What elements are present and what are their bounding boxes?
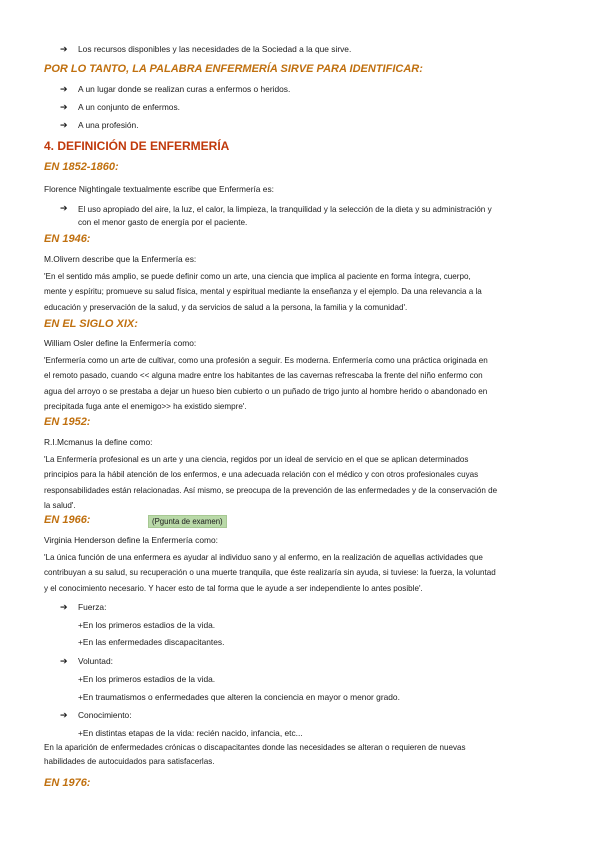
list-item-text: A un lugar donde se realizan curas a enfermos o heridos. <box>78 84 291 94</box>
arrow-right-icon: ➔ <box>60 710 68 720</box>
arrow-right-icon: ➔ <box>60 84 68 94</box>
section-title: 4. DEFINICIÓN DE ENFERMERÍA <box>44 139 230 153</box>
list-item-text: Fuerza: <box>78 602 107 612</box>
arrow-right-icon: ➔ <box>60 203 68 213</box>
year-heading-1946: EN 1946: <box>44 233 91 245</box>
text-line: 'En el sentido más amplio, se puede definir como un arte, una ciencia que implica al paciente en forma íntegra, cuerpo, <box>44 272 471 281</box>
year-heading-1976: EN 1976: <box>44 777 91 789</box>
text-line: mente y espíritu; promueve su salud física, mental y espiritual mediante la enseñanza y el ejemplo. Da una relevancia a la <box>44 287 482 297</box>
conclusion-heading: POR LO TANTO, LA PALABRA ENFERMERÍA SIRVE PARA IDENTIFICAR: <box>44 63 423 75</box>
text-line: principios para la hábil atención de los enfermos, e una adecuada relación con el médico y con otros profesionales cuyas <box>44 470 479 480</box>
closing-paragraph <box>44 741 556 769</box>
list-item-text: Los recursos disponibles y las necesidades de la Sociedad a la que sirve. <box>78 44 352 54</box>
year-heading-1952: EN 1952: <box>44 416 91 428</box>
sub-item: +En las enfermedades discapacitantes. <box>78 637 225 647</box>
sub-item: +En los primeros estadios de la vida. <box>78 674 216 684</box>
exam-question-badge: (Pgunta de examen) <box>148 515 227 528</box>
list-item-text: A una profesión. <box>78 120 139 130</box>
arrow-right-icon: ➔ <box>60 102 68 112</box>
year-heading-xix: EN EL SIGLO XIX: <box>44 318 138 330</box>
arrow-right-icon: ➔ <box>60 120 68 130</box>
list-item-text: Voluntad: <box>78 656 113 666</box>
intro-text: R.I.Mcmanus la define como: <box>44 437 153 447</box>
text-line: 'La Enfermería profesional es un arte y una ciencia, regidos por un ideal de servicio en el que se aplican determinados <box>44 455 469 464</box>
quote-paragraph <box>44 452 556 514</box>
list-item <box>60 203 560 229</box>
text-line: la salud'. <box>44 501 76 511</box>
sub-item: +En traumatismos o enfermedades que alteren la conciencia en mayor o menor grado. <box>78 692 400 702</box>
sub-item: +En distintas etapas de la vida: recién nacido, infancia, etc... <box>78 728 303 738</box>
intro-text: M.Olivern describe que la Enfermería es: <box>44 254 197 264</box>
text-line: 'Enfermería como un arte de cultivar, como una profesión a seguir. Es moderna. Enfermería como una práctica originada en <box>44 356 488 365</box>
text-line: educación y preservación de la salud, y da servicios de salud a la persona, la familia y la comunidad'. <box>44 302 408 312</box>
list-item-text: A un conjunto de enfermos. <box>78 102 180 112</box>
text-line: con el menor gasto de energía por el paciente. <box>78 218 248 227</box>
quote-paragraph <box>44 550 556 596</box>
text-line: el remoto pasado, cuando << alguna madre entre los habitantes de las cavernas refrescaba la frente del niño enfermo con <box>44 371 483 381</box>
quote-paragraph <box>44 269 556 315</box>
text-line: y el conocimiento necesario. Y hacer esto de tal forma que le ayude a ser independiente lo antes posible'. <box>44 583 423 593</box>
text-line: En la aparición de enfermedades crónicas o discapacitantes donde las necesidades se alteran o requieren de nuevas <box>44 743 466 752</box>
text-line: habilidades de autocuidados para satisfacerlas. <box>44 757 215 766</box>
intro-text: William Osler define la Enfermería como: <box>44 338 197 348</box>
text-line: El uso apropiado del aire, la luz, el calor, la limpieza, la tranquilidad y la selección de la dieta y su administración y <box>78 205 492 214</box>
year-heading-1852: EN 1852-1860: <box>44 161 119 173</box>
text-line: 'La única función de una enfermera es ayudar al individuo sano y al enfermo, en la realización de aquellas actividades que <box>44 553 483 562</box>
text-line: responsabilidades están relacionadas. Así mismo, se preocupa de la prevención de las enfermedades y de la conservación de <box>44 485 498 495</box>
arrow-right-icon: ➔ <box>60 44 68 54</box>
intro-text: Florence Nightingale textualmente escribe que Enfermería es: <box>44 184 274 194</box>
sub-item: +En los primeros estadios de la vida. <box>78 620 216 630</box>
text-line: agua del arroyo o se prestaba a dejar un hueso bien cubierto o un puñado de trigo junto al hombre herido o abandonado en <box>44 386 488 396</box>
list-item-text <box>78 203 492 229</box>
quote-paragraph <box>44 353 556 415</box>
text-line: contribuyan a su salud, su recuperación o una muerte tranquila, que éste realizaría sin ayuda, si tuviese: la fuerza, la voluntad <box>44 568 496 578</box>
text-line: precipitada fuga ante el enemigo>> ha existido siempre'. <box>44 402 247 412</box>
arrow-right-icon: ➔ <box>60 656 68 666</box>
arrow-right-icon: ➔ <box>60 602 68 612</box>
year-heading-1966: EN 1966: <box>44 514 91 526</box>
list-item-text: Conocimiento: <box>78 710 132 720</box>
intro-text: Virginia Henderson define la Enfermería como: <box>44 535 218 545</box>
